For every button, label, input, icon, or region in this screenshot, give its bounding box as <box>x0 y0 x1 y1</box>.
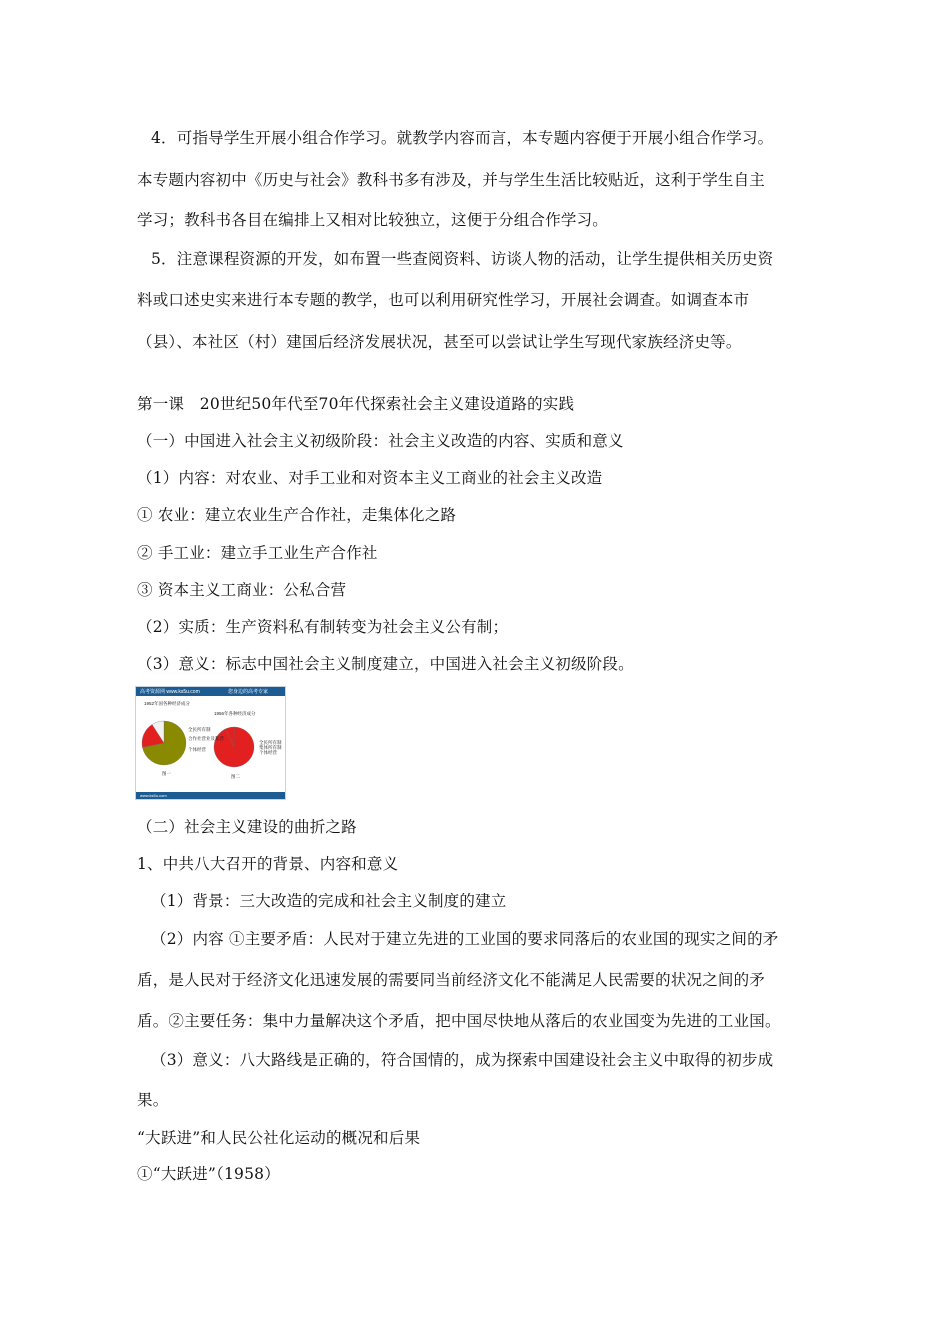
list-item: ①“大跃进”（1958） <box>137 1165 280 1183</box>
paragraph-line: （2）内容 ①主要矛盾：人民对于建立先进的工业国的要求同落后的农业国的现实之间的矛 <box>151 930 779 948</box>
pie2-caption: 图二 <box>231 774 240 779</box>
paragraph-line: 4．可指导学生开展小组合作学习。就教学内容而言，本专题内容便于开展小组合作学习。 <box>151 129 774 147</box>
section-heading: （一）中国进入社会主义初级阶段：社会主义改造的内容、实质和意义 <box>137 432 624 450</box>
list-item: ③ 资本主义工商业：公私合营 <box>137 581 347 599</box>
point-heading: 1、中共八大召开的背景、内容和意义 <box>137 855 399 873</box>
pie1-legend-item: 全民所有制 <box>188 727 211 732</box>
pie1-caption: 图一 <box>162 771 171 776</box>
paragraph-line: 本专题内容初中《历史与社会》教科书多有涉及，并与学生生活比较贴近，这利于学生自主 <box>137 171 766 189</box>
pie2-legend-item: 个体经营 <box>259 750 277 755</box>
paragraph-line: 果。 <box>137 1091 169 1109</box>
pie1-legend-item: 个体经营 <box>188 747 206 752</box>
paragraph-line: 盾，是人民对于经济文化迅速发展的需要同当前经济文化不能满足人民需要的状况之间的矛 <box>137 971 766 989</box>
paragraph-line: 学习；教科书各目在编排上又相对比较独立，这便于分组合作学习。 <box>137 211 609 229</box>
list-item: （3）意义：标志中国社会主义制度建立，中国进入社会主义初级阶段。 <box>137 655 634 673</box>
economy-pie-figure <box>135 686 286 800</box>
list-item: ② 手工业：建立手工业生产合作社 <box>137 544 378 562</box>
list-item: （2）实质：生产资料私有制转变为社会主义公有制； <box>137 618 509 636</box>
paragraph-line: 盾。②主要任务：集中力量解决这个矛盾，把中国尽快地从落后的农业国变为先进的工业国。 <box>137 1012 781 1030</box>
figure-footer-bar <box>136 792 285 799</box>
pie1-title: 1952年国各种经济成分 <box>144 701 191 706</box>
figure-header-text: 高考资源网 www.ks5u.com <box>140 689 200 695</box>
pie2-legend-item: 集体所有制 <box>259 745 282 750</box>
figure-footer-text: www.ks5u.com <box>140 793 167 798</box>
paragraph-line: （县）、本社区（村）建国后经济发展状况，甚至可以尝试让学生写现代家族经济史等。 <box>137 333 742 351</box>
figure-header-right: 您身边的高考专家 <box>228 689 269 695</box>
lesson-title: 第一课 20世纪50年代至70年代探索社会主义建设道路的实践 <box>137 395 575 413</box>
pie2-legend-item: 全民所有制 <box>259 740 282 745</box>
paragraph-line: （3）意义：八大路线是正确的，符合国情的，成为探索中国建设社会主义中取得的初步成 <box>151 1051 774 1069</box>
list-item: ① 农业：建立农业生产合作社，走集体化之路 <box>137 506 457 524</box>
list-item: （1）内容：对农业、对手工业和对资本主义工商业的社会主义改造 <box>137 469 603 487</box>
paragraph-line: 5．注意课程资源的开发，如布置一些查阅资料、访谈人物的活动，让学生提供相关历史资 <box>151 250 774 268</box>
paragraph-line: 料或口述史实来进行本专题的教学，也可以利用研究性学习，开展社会调查。如调查本市 <box>137 291 750 309</box>
pie2-title: 1956年各种经济成分 <box>214 711 256 716</box>
list-item: （1）背景：三大改造的完成和社会主义制度的建立 <box>151 892 507 910</box>
pie1-legend-item: 合作社营业及私营 <box>188 736 224 741</box>
section-heading: （二）社会主义建设的曲折之路 <box>137 818 357 836</box>
point-heading: “大跃进”和人民公社化运动的概况和后果 <box>137 1129 421 1147</box>
